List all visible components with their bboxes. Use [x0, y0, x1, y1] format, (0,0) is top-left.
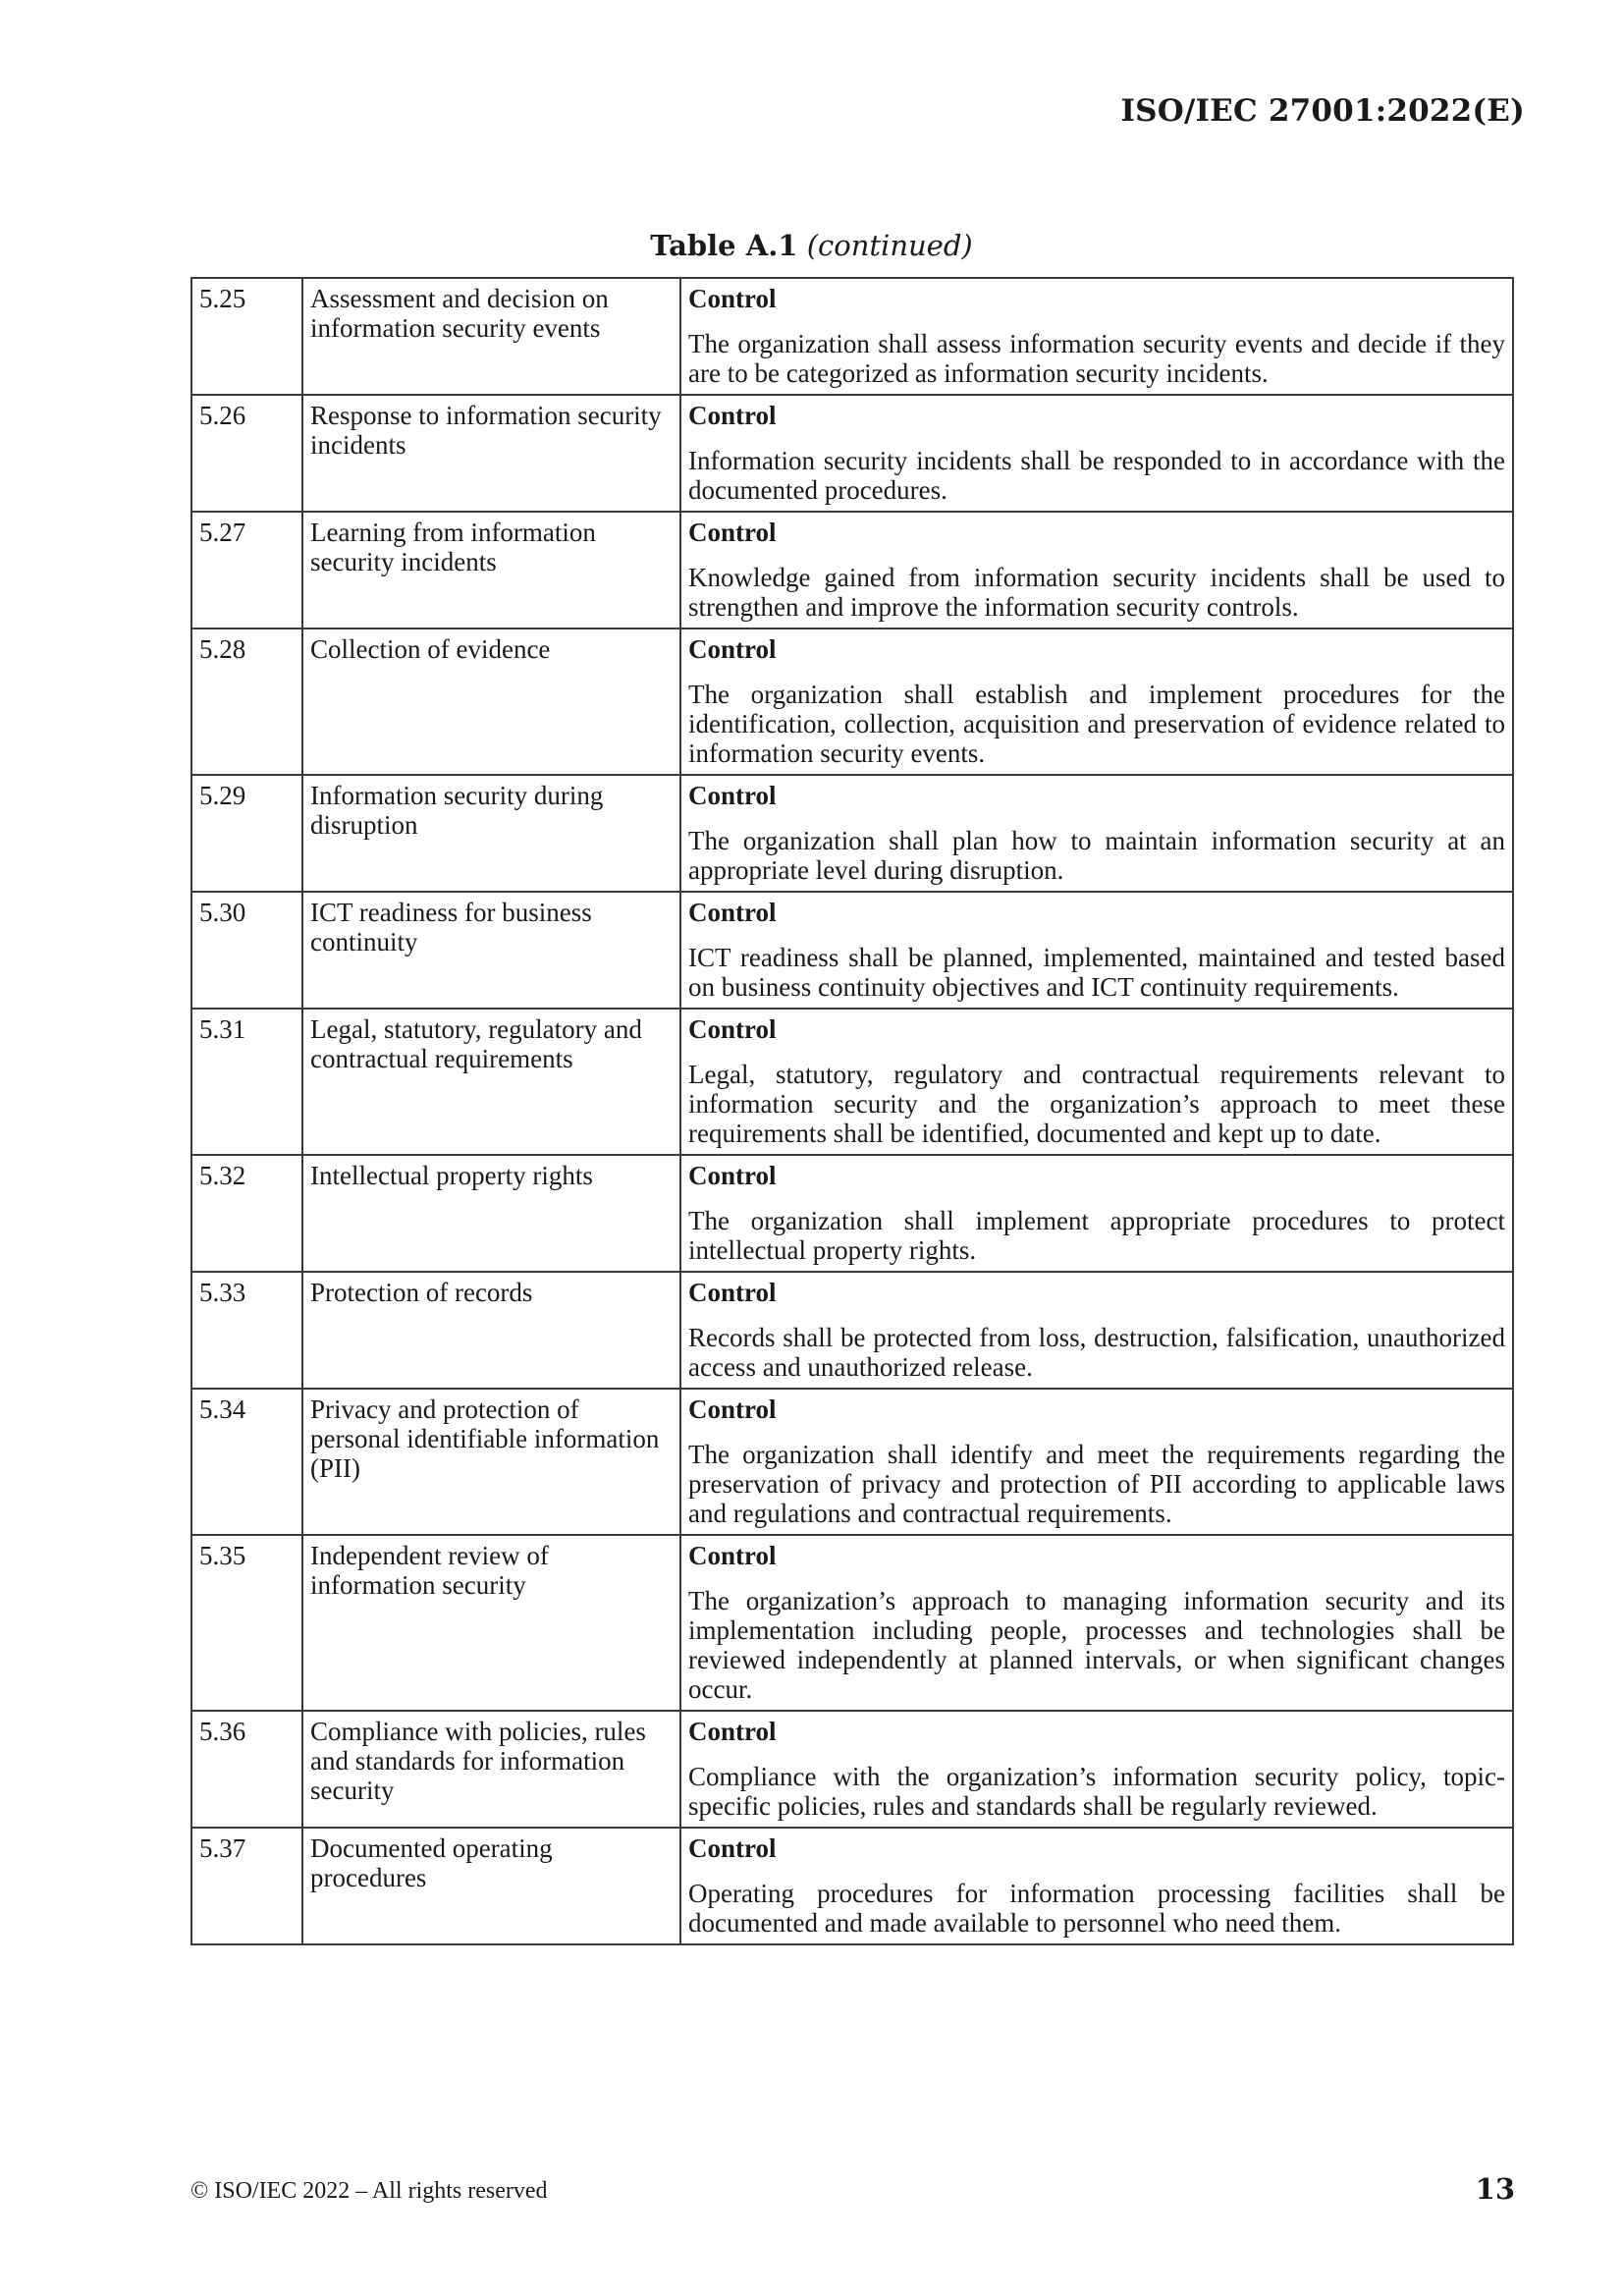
control-cell: [680, 629, 1513, 775]
control-label: Control: [688, 1394, 777, 1424]
copyright-notice: © ISO/IEC 2022 – All rights reserved: [190, 2178, 548, 2204]
control-name: Privacy and protection of personal identifiable information (PII): [302, 1389, 680, 1535]
control-cell: [680, 1155, 1513, 1272]
control-name: ICT readiness for business continuity: [302, 892, 680, 1009]
control-label: Control: [688, 1717, 777, 1746]
control-number: 5.36: [191, 1711, 302, 1828]
control-name: Independent review of information security: [302, 1535, 680, 1711]
control-number: 5.25: [191, 278, 302, 395]
control-label: Control: [688, 518, 777, 547]
control-cell: [680, 1389, 1513, 1535]
control-label: Control: [688, 1014, 777, 1044]
control-cell: [680, 1711, 1513, 1828]
table-row: [191, 1009, 1513, 1155]
control-label: Control: [688, 284, 777, 313]
control-description: ICT readiness shall be planned, implemented, maintained and tested based on business continuity objectives and ICT continuity requirements.: [688, 943, 1505, 1002]
control-number: 5.26: [191, 395, 302, 512]
table-row: [191, 1155, 1513, 1272]
table-row: [191, 1828, 1513, 1944]
control-number: 5.31: [191, 1009, 302, 1155]
control-name: Documented operating procedures: [302, 1828, 680, 1944]
control-number: 5.32: [191, 1155, 302, 1272]
table-row: [191, 512, 1513, 629]
control-number: 5.27: [191, 512, 302, 629]
control-cell: [680, 1009, 1513, 1155]
control-description: Compliance with the organization’s information security policy, topic-specific policies, rules and standards shall be regularly reviewed.: [688, 1762, 1505, 1821]
control-description: The organization shall identify and meet the requirements regarding the preservation of privacy and protection of PII according to applicable laws and regulations and contractual requirements.: [688, 1440, 1505, 1528]
control-description: The organization shall assess information security events and decide if they are to be categorized as information security incidents.: [688, 329, 1505, 388]
controls-table: [190, 277, 1514, 1945]
table-row: [191, 775, 1513, 892]
control-cell: [680, 892, 1513, 1009]
table-title-suffix: (continued): [806, 229, 973, 262]
table-row: [191, 1535, 1513, 1711]
control-description: Information security incidents shall be responded to in accordance with the documented procedures.: [688, 446, 1505, 505]
control-label: Control: [688, 1541, 777, 1570]
control-name: Protection of records: [302, 1272, 680, 1389]
controls-table-body: [191, 278, 1513, 1944]
control-name: Collection of evidence: [302, 629, 680, 775]
control-label: Control: [688, 634, 777, 664]
control-number: 5.35: [191, 1535, 302, 1711]
table-title: [0, 229, 1623, 262]
table-row: [191, 629, 1513, 775]
table-row: [191, 395, 1513, 512]
table-row: [191, 1711, 1513, 1828]
page-number: 13: [1475, 2172, 1515, 2206]
control-label: Control: [688, 781, 777, 810]
table-row: [191, 278, 1513, 395]
control-number: 5.34: [191, 1389, 302, 1535]
control-name: Legal, statutory, regulatory and contractual requirements: [302, 1009, 680, 1155]
control-cell: [680, 1272, 1513, 1389]
table-row: [191, 1389, 1513, 1535]
table-row: [191, 892, 1513, 1009]
control-label: Control: [688, 1278, 777, 1307]
control-description: The organization’s approach to managing information security and its implementation including people, processes and technologies shall be reviewed independently at planned intervals, or when significant changes occur.: [688, 1586, 1505, 1704]
control-description: The organization shall plan how to maintain information security at an appropriate level during disruption.: [688, 826, 1505, 885]
table-row: [191, 1272, 1513, 1389]
table-title-main: Table A.1: [650, 229, 798, 262]
control-number: 5.37: [191, 1828, 302, 1944]
control-name: Response to information security incidents: [302, 395, 680, 512]
control-cell: [680, 278, 1513, 395]
control-description: Records shall be protected from loss, destruction, falsification, unauthorized access and unauthorized release.: [688, 1323, 1505, 1382]
control-number: 5.29: [191, 775, 302, 892]
control-name: Assessment and decision on information security events: [302, 278, 680, 395]
control-number: 5.30: [191, 892, 302, 1009]
control-cell: [680, 512, 1513, 629]
control-name: Intellectual property rights: [302, 1155, 680, 1272]
control-name: Information security during disruption: [302, 775, 680, 892]
control-number: 5.33: [191, 1272, 302, 1389]
control-cell: [680, 775, 1513, 892]
document-id: ISO/IEC 27001:2022(E): [1120, 93, 1525, 129]
control-cell: [680, 1828, 1513, 1944]
control-label: Control: [688, 401, 777, 430]
control-label: Control: [688, 1161, 777, 1190]
control-name: Compliance with policies, rules and standards for information security: [302, 1711, 680, 1828]
control-cell: [680, 1535, 1513, 1711]
control-label: Control: [688, 1833, 777, 1863]
control-cell: [680, 395, 1513, 512]
control-description: The organization shall implement appropriate procedures to protect intellectual property rights.: [688, 1206, 1505, 1265]
control-description: The organization shall establish and implement procedures for the identification, collection, acquisition and preservation of evidence related to information security events.: [688, 680, 1505, 768]
control-name: Learning from information security incidents: [302, 512, 680, 629]
control-description: Operating procedures for information processing facilities shall be documented and made available to personnel who need them.: [688, 1879, 1505, 1938]
control-description: Knowledge gained from information security incidents shall be used to strengthen and improve the information security controls.: [688, 563, 1505, 622]
control-number: 5.28: [191, 629, 302, 775]
control-label: Control: [688, 898, 777, 927]
control-description: Legal, statutory, regulatory and contractual requirements relevant to information security and the organization’s approach to meet these requirements shall be identified, documented and kept up to date.: [688, 1060, 1505, 1148]
